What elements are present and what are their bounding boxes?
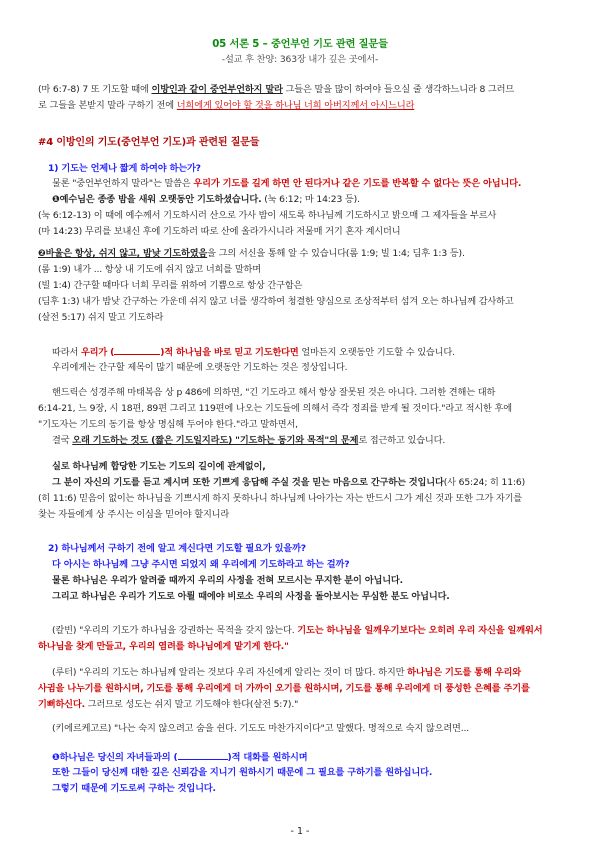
q1-paragraph-1: 따라서 우리가 ( )적 하나님을 바로 믿고 기도한다면 얼마든지 오랫동안 기도할 수 있습니다.: [52, 347, 455, 358]
q1-line-9: (살전 5:17) 쉬지 말고 기도하라: [38, 312, 164, 323]
kierkegaard-quote: (키에르케고르) "나는 숙지 않으려고 숨을 쉰다. 기도도 마찬가지이다"고 말했다. 명적으로 숙지 않으려면...: [52, 723, 470, 734]
question-2-title: 2) 하나님께서 구하기 전에 알고 계신다면 기도할 필요가 있을까?: [48, 543, 306, 554]
q1-line-8: (딤후 1:3) 내가 밤낮 간구하는 가운데 쉬지 않고 너를 생각하여 청결한 양심으로 조상적부터 섬겨 오는 하나님께 감사하고: [38, 296, 514, 307]
luther-quote-1: (루터) "우리의 기도는 하나님께 알리는 것보다 우리 자신에게 알리는 것이 더 많다. 하지만 하나님은 기도를 통해 우리와: [52, 667, 521, 678]
luther-quote-2: 사귐을 나누기를 원하시며, 기도를 통해 우리에게 더 가까이 오기를 원하시며, 기도를 통해 우리에게 더 풍성한 은혜를 주기를: [38, 683, 530, 694]
q1-line-4: (마 14:23) 무리를 보내신 후에 기도하러 따로 산에 올라가시니라 저물매 거기 혼자 계시더니: [38, 226, 401, 237]
q1-paragraph-2: 우리에게는 간구할 제목이 많기 때문에 오랫동안 기도하는 것은 정상입니다.: [52, 362, 348, 373]
luther-quote-3: 기뻐하신다. 그러므로 성도는 쉬지 말고 기도해야 한다(살전 5:7).": [38, 699, 299, 710]
page-number: - 1 -: [290, 826, 310, 837]
q1-line-2: ❶예수님은 종종 밤을 새워 오랫동안 기도하셨습니다. (눅 6:12; 마 14:23 등).: [52, 194, 360, 205]
fill-blank: [114, 345, 160, 355]
q1-conclusion: 결국 오래 기도하는 것도 (짧은 기도일지라도) "기도하는 동기와 목적"의 문제로 접근하고 있습니다.: [52, 435, 446, 446]
q2-emphasis-1: ❶하나님은 당신의 자녀들과의 ( )적 대화를 원하시며: [52, 752, 308, 763]
question-2-subtitle: 다 아시는 하나님께 그냥 주시면 되었지 왜 우리에게 기도하라고 하는 걸까?: [52, 559, 350, 570]
fill-blank: [178, 750, 228, 760]
calvin-quote-1: (칼빈) "우리의 기도가 하나님을 강권하는 목적을 갖지 않는다. 기도는 하나님을 일깨우기보다는 오히려 우리 자신을 일깨워서: [52, 625, 543, 636]
q1-verse-2: 찾는 자들에게 상 주시는 이심을 믿어야 할지니라: [38, 509, 230, 520]
q2-line-1: 물론 하나님은 우리가 알려줄 때까지 우리의 사정을 전혀 모르시는 무지한 분이 아닙니다.: [52, 575, 403, 586]
q1-summary-2: 그 분이 자신의 기도를 듣고 계시며 또한 기쁘게 응답해 주실 것을 믿는 마음으로 간구하는 것입니다(사 65:24; 히 11:6): [52, 477, 526, 488]
intro-line-1: (마 6:7-8) 7 또 기도할 때에 이방인과 같이 중언부언하지 말라 그들은 말을 많이 하여야 들으실 줄 생각하느니라 8 그러므: [38, 84, 515, 95]
question-1-title: 1) 기도는 언제나 짧게 하여야 하는가?: [48, 163, 201, 174]
q1-line-3: (눅 6:12-13) 이 때에 예수께서 기도하시러 산으로 가사 밤이 새도록 하나님께 기도하시고 밝으매 그 제자들을 부르사: [38, 210, 497, 221]
intro-line-2: 로 그들을 본받지 말라 구하기 전에 너희에게 있어야 할 것을 하나님 너희 아버지께서 아시느니라: [38, 100, 415, 111]
q1-line-7: (빌 1:4) 간구할 때마다 너희 무리를 위하여 기쁨으로 항상 간구함은: [38, 280, 303, 291]
q1-line-6: (롬 1:9) 내가 ... 항상 내 기도에 쉬지 않고 너희를 말하며: [38, 264, 261, 275]
q2-emphasis-3: 그렇기 때문에 기도로써 구하는 것입니다.: [52, 783, 216, 794]
q1-quote-3: "기도자는 기도의 동기를 항상 명심해 두어야 한다."라고 말하면서,: [38, 419, 298, 430]
q2-line-2: 그리고 하나님은 우리가 기도로 아뢸 때에야 비로소 우리의 사정을 돌아보시는 무심한 분도 아닙니다.: [52, 591, 450, 602]
q1-quote-2: 6:14-21, 느 9장, 시 18편, 89편 그리고 119편에 나오는 기도들에 의해서 즉각 정죄를 받게 될 것이다."라고 적시한 후에: [38, 403, 512, 414]
q1-quote-1: 핸드릭슨 성경주해 마태복음 상 p 486에 의하면, "긴 기도라고 해서 항상 잘못된 것은 아니다. 그러한 견해는 대하: [52, 387, 496, 398]
calvin-quote-2: 하나님을 찾게 만들고, 우리의 염려를 하나님에게 맡기게 한다.": [38, 641, 289, 652]
q1-summary-1: 실로 하나님께 합당한 기도는 기도의 길이에 관계없이,: [52, 461, 266, 472]
q1-line-5: ❷바울은 항상, 쉬지 않고, 밤낮 기도하였음을 그의 서신을 통해 알 수 있습니다(롬 1:9; 빌 1:4; 딤후 1:3 등).: [38, 248, 465, 259]
q2-emphasis-2: 또한 그들이 당신께 대한 깊은 신뢰감을 지니기 원하시기 때문에 그 필요를 구하기를 원하십니다.: [52, 767, 433, 778]
section-heading: #4 이방인의 기도(중언부언 기도)과 관련된 질문들: [38, 137, 260, 148]
q1-verse-1: (히 11:6) 믿음이 없이는 하나님을 기쁘시게 하지 못하나니 하나님께 나아가는 자는 반드시 그가 계신 것과 또한 그가 자기를: [38, 493, 523, 504]
q1-line-1: 물론 "중언부언하지 말라"는 말씀은 우리가 기도를 길게 하면 안 된다거나 같은 기도를 반복할 수 없다는 뜻은 아닙니다.: [52, 178, 522, 189]
page-subtitle: -설교 후 찬양: 363장 내가 깊은 곳에서-: [221, 54, 379, 65]
page-title: 05 서론 5 – 중언부언 기도 관련 질문들: [212, 39, 388, 50]
